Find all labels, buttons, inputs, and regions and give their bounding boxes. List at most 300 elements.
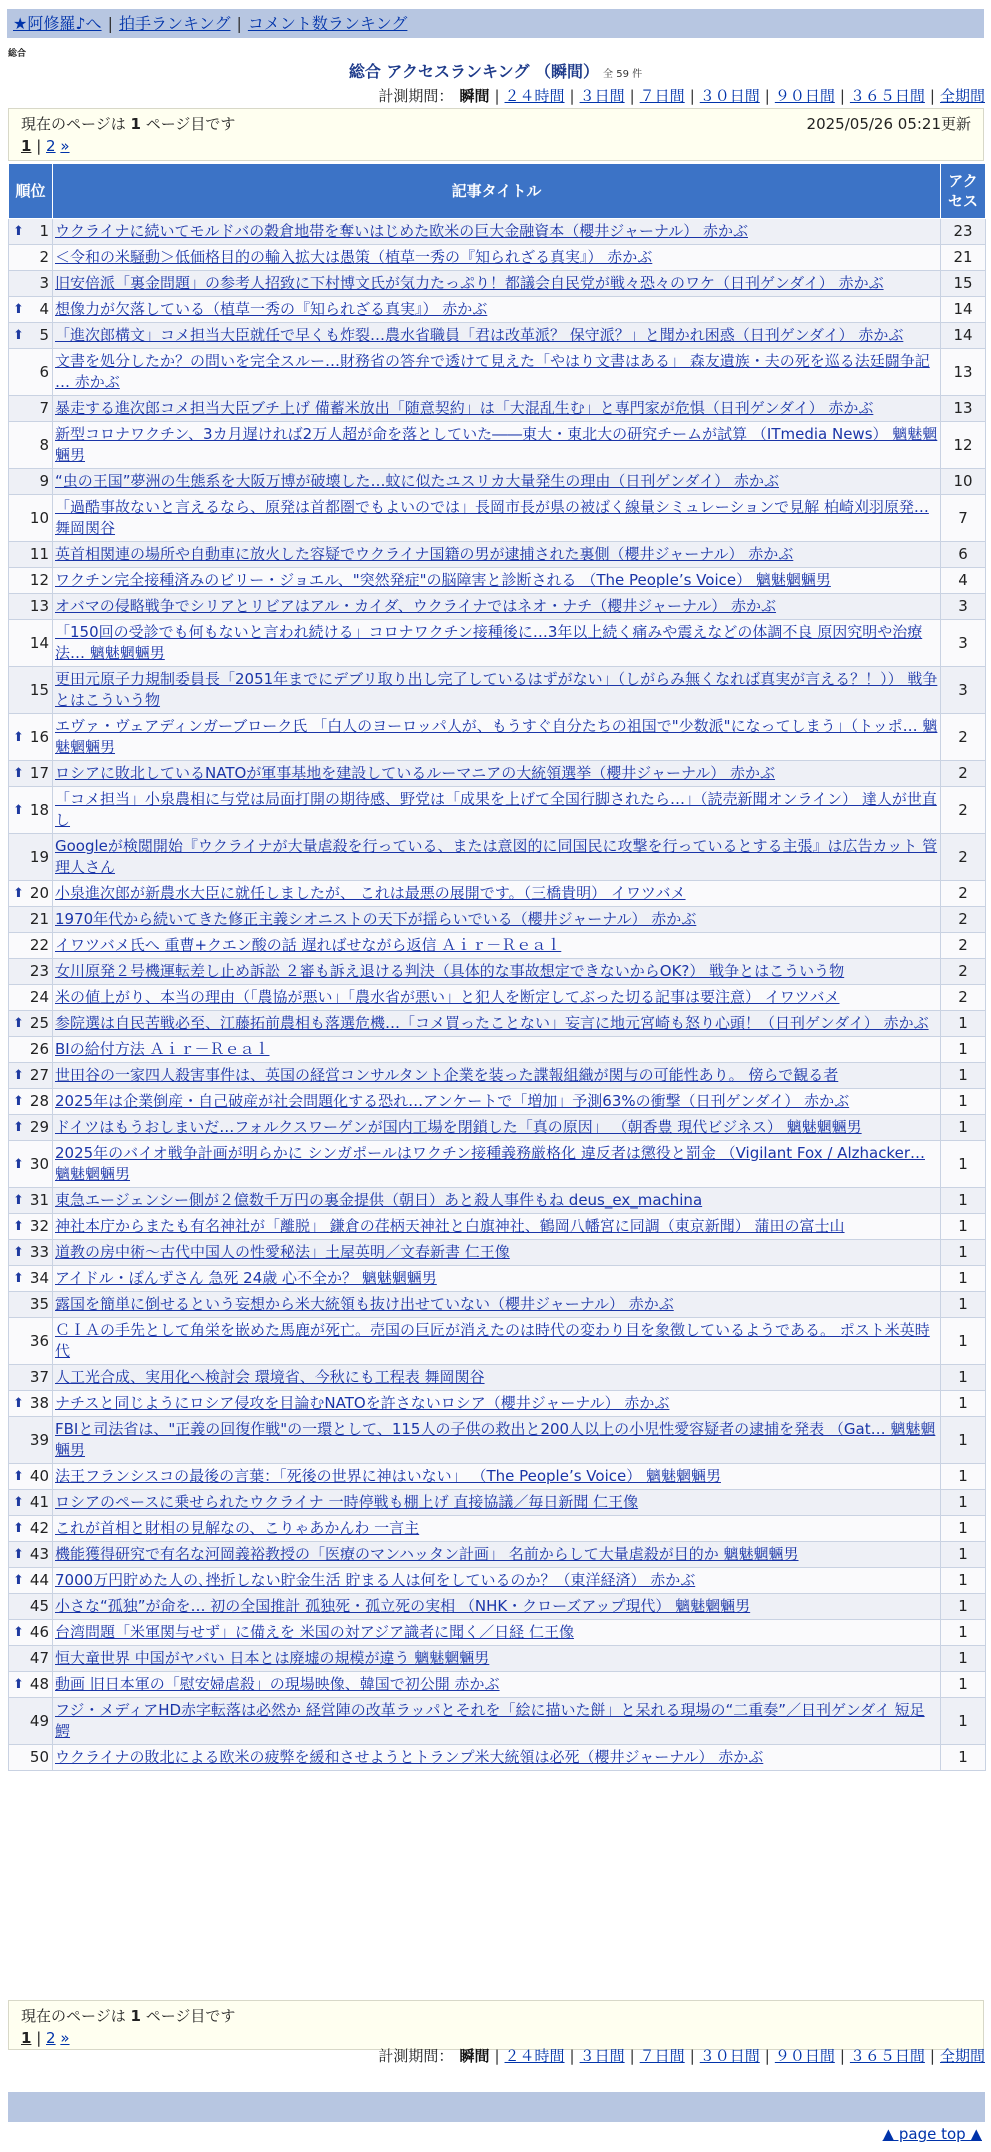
rank-cell [9, 1417, 53, 1464]
access-count: 3 [941, 667, 986, 714]
article-link[interactable]: 2025年は企業倒産・自己破産が社会問題化する恐れ…アンケートで「増加」予測63%の衝撃（日刊ゲンダイ） 赤かぶ [55, 1092, 850, 1110]
title-cell [53, 1745, 941, 1771]
title-cell [53, 1141, 941, 1188]
article-link[interactable]: 想像力が欠落している（植草一秀の『知られざる真実』） 赤かぶ [55, 300, 488, 318]
rank-number: 4 [39, 300, 49, 318]
access-count: 1 [941, 1745, 986, 1771]
article-link[interactable]: エヴァ・ヴェアディンガーブローク氏 「白人のヨーロッパ人が、もうすぐ自分たちの祖国で"少数派"になってしまう」（トッポ… 魑魅魍魎男 [55, 717, 938, 756]
rank-cell [9, 959, 53, 985]
rank-cell [9, 568, 53, 594]
article-link[interactable]: 更田元原子力規制委員長「2051年までにデブリ取り出し完了しているはずがない」（しがらみ無くなれば真実が言える？！）） 戦争とはこういう物 [55, 670, 938, 709]
access-count: 1 [941, 1646, 986, 1672]
article-link[interactable]: FBIと司法省は、"正義の回復作戦"の一環として、115人の子供の救出と200人以上の小児性愛容疑者の逮捕を発表 （Gat… 魑魅魍魎男 [55, 1420, 936, 1459]
rank-number: 39 [29, 1430, 49, 1449]
access-count: 3 [941, 594, 986, 620]
rank-cell [9, 1365, 53, 1391]
title-cell [53, 219, 941, 245]
rank-up-arrow-icon: ⬆ [13, 224, 24, 239]
title-cell [53, 396, 941, 422]
period-label: 計測期間： [378, 87, 454, 105]
article-link[interactable]: 小泉進次郎が新農水大臣に就任しましたが、 これは最悪の展開です。（三橋貴明） イワツバメ [55, 884, 686, 902]
rank-cell [9, 881, 53, 907]
access-count: 2 [941, 787, 986, 834]
title-cell [53, 245, 941, 271]
access-count: 1 [941, 1089, 986, 1115]
article-link[interactable]: 1970年代から続いてきた修正主義シオニストの天下が揺らいでいる（櫻井ジャーナル） 赤かぶ [55, 910, 697, 928]
period-link-30d[interactable]: ３０日間 [699, 2047, 760, 2065]
rank-cell [9, 1240, 53, 1266]
table-row [9, 1063, 986, 1089]
access-count: 3 [941, 620, 986, 667]
title-cell [53, 714, 941, 761]
rank-up-arrow-icon: ⬆ [13, 1521, 24, 1536]
rank-number: 9 [39, 472, 49, 490]
article-link[interactable]: BIの給付方法 Ａｉｒ－Ｒｅａｌ [55, 1040, 270, 1058]
table-row [9, 495, 986, 542]
table-row [9, 1115, 986, 1141]
rank-cell [9, 933, 53, 959]
article-link[interactable]: 露国を簡単に倒せるという妄想から米大統領も抜け出せていない（櫻井ジャーナル） 赤かぶ [55, 1295, 674, 1313]
access-count: 1 [941, 1141, 986, 1188]
nav-link-clap-ranking[interactable]: 拍手ランキング [118, 14, 231, 33]
rank-number: 7 [39, 399, 49, 417]
rank-cell [9, 271, 53, 297]
rank-number: 15 [29, 680, 49, 699]
access-count: 2 [941, 959, 986, 985]
article-link[interactable]: 旧安倍派「裏金問題」の参考人招致に下村博文氏が気力たっぷり！都議会自民党が戦々恐々のワケ（日刊ゲンダイ） 赤かぶ [55, 274, 884, 292]
title-cell [53, 1568, 941, 1594]
article-link[interactable]: ＣＩＡの手先として角栄を嵌めた馬鹿が死亡。売国の巨匠が消えたのは時代の変わり目を象徴しているようである。 ポスト米英時代 [55, 1321, 930, 1360]
table-row [9, 323, 986, 349]
pager-page-2[interactable]: 2 [46, 2029, 56, 2047]
pager-current-page: 1 [21, 137, 32, 155]
article-link[interactable]: “虫の王国”夢洲の生態系を大阪万博が破壊した…蚊に似たユスリカ大量発生の理由（日刊ゲンダイ） 赤かぶ [55, 472, 779, 490]
period-link-7d[interactable]: ７日間 [639, 2047, 685, 2065]
table-row [9, 422, 986, 469]
access-count: 1 [941, 1391, 986, 1417]
access-count: 15 [941, 271, 986, 297]
table-row [9, 1620, 986, 1646]
title-cell [53, 1516, 941, 1542]
rank-cell [9, 907, 53, 933]
article-link[interactable]: 「150回の受診でも何もないと言われ続ける」コロナワクチン接種後に…3年以上続く痛みや震えなどの体調不良 原因究明や治療法… 魑魅魍魎男 [55, 623, 923, 662]
article-link[interactable]: ドイツはもうおしまいだ…フォルクスワーゲンが国内工場を閉鎖した「真の原因」 （朝香豊 現代ビジネス） 魑魅魍魎男 [55, 1118, 862, 1136]
access-count: 12 [941, 422, 986, 469]
table-row [9, 297, 986, 323]
rank-cell [9, 542, 53, 568]
rank-cell [9, 1568, 53, 1594]
rank-number: 37 [29, 1368, 49, 1386]
pager-next[interactable]: » [60, 2029, 70, 2047]
access-count: 1 [941, 1063, 986, 1089]
table-row [9, 881, 986, 907]
article-link[interactable]: 英首相関連の場所や自動車に放火した容疑でウクライナ国籍の男が逮捕された裏側（櫻井ジャーナル） 赤かぶ [55, 545, 794, 563]
title-cell [53, 1115, 941, 1141]
rank-up-arrow-icon: ⬆ [13, 1271, 24, 1286]
rank-number: 26 [29, 1040, 49, 1058]
article-link[interactable]: 小さな“孤独”が命を… 初の全国推計 孤独死・孤立死の実相 （NHK・クローズアップ現代） 魑魅魍魎男 [55, 1597, 751, 1615]
page-top-link[interactable]: ▲ page top ▲ [882, 2125, 982, 2143]
access-count: 1 [941, 1620, 986, 1646]
period-link-3d[interactable]: ３日間 [579, 2047, 625, 2065]
rank-cell [9, 1490, 53, 1516]
table-row [9, 1542, 986, 1568]
nav-link-comment-ranking[interactable]: コメント数ランキング [247, 14, 408, 33]
rank-number: 24 [29, 988, 49, 1006]
title-cell [53, 1490, 941, 1516]
table-row [9, 349, 986, 396]
access-count: 13 [941, 396, 986, 422]
table-row [9, 271, 986, 297]
rank-cell [9, 985, 53, 1011]
title-cell [53, 881, 941, 907]
table-row [9, 219, 986, 245]
access-count: 13 [941, 349, 986, 396]
title-cell [53, 323, 941, 349]
rank-cell [9, 1141, 53, 1188]
table-row [9, 1672, 986, 1698]
rank-number: 18 [29, 800, 49, 819]
rank-number: 41 [29, 1493, 49, 1511]
article-link[interactable]: 文書を処分したか？の問いを完全スルー…財務省の答弁で透けて見えた「やはり文書はある」 森友遺族・夫の死を巡る法廷闘争記 … 赤かぶ [55, 352, 930, 391]
access-count: 1 [941, 1417, 986, 1464]
period-selector-top: 計測期間： 瞬間 | ２４時間 | ３日間 | ７日間 | ３０日間 | ９０日間 | ３６５日間 | 全期間 [378, 87, 985, 105]
title-cell [53, 542, 941, 568]
access-count: 2 [941, 714, 986, 761]
title-cell [53, 1646, 941, 1672]
rank-cell [9, 422, 53, 469]
access-count: 1 [941, 1490, 986, 1516]
table-row [9, 1391, 986, 1417]
title-cell [53, 1391, 941, 1417]
rank-number: 11 [29, 545, 49, 563]
title-cell [53, 349, 941, 396]
rank-number: 50 [29, 1748, 49, 1766]
period-link-7d[interactable]: ７日間 [639, 87, 685, 105]
rank-up-arrow-icon: ⬆ [13, 1068, 24, 1083]
period-label: 計測期間： [378, 2047, 454, 2065]
rank-cell [9, 1318, 53, 1365]
rank-cell [9, 1292, 53, 1318]
rank-cell [9, 245, 53, 271]
table-row [9, 1745, 986, 1771]
rank-cell [9, 1672, 53, 1698]
rank-number: 21 [29, 910, 49, 928]
access-count: 1 [941, 1672, 986, 1698]
table-row [9, 1011, 986, 1037]
table-row [9, 1292, 986, 1318]
article-link[interactable]: Googleが検閲開始『ウクライナが大量虐殺を行っている、または意図的に同国民に攻撃を行っているとする主張』は広告カット 管理人さん [55, 837, 938, 876]
rank-cell [9, 1037, 53, 1063]
rank-cell [9, 620, 53, 667]
table-row [9, 620, 986, 667]
rank-up-arrow-icon: ⬆ [13, 766, 24, 781]
rank-number: 49 [29, 1711, 49, 1730]
title-cell [53, 620, 941, 667]
rank-number: 5 [39, 326, 49, 344]
table-row [9, 959, 986, 985]
rank-up-arrow-icon: ⬆ [13, 1016, 24, 1031]
article-link[interactable]: 東急エージェンシー側が２億数千万円の裏金提供（朝日）あと殺人事件もね deus_ex_machina [55, 1191, 703, 1209]
article-link[interactable]: 人工光合成、実用化へ検討会 環境省、今秋にも工程表 舞岡関谷 [55, 1368, 485, 1386]
article-link[interactable]: 「進次郎構文」コメ担当大臣就任で早くも炸裂…農水省職員「君は改革派？ 保守派？」と聞かれ困惑（日刊ゲンダイ） 赤かぶ [55, 326, 904, 344]
rank-number: 45 [29, 1597, 49, 1615]
period-link-24h[interactable]: ２４時間 [504, 87, 565, 105]
page-info-bottom [8, 2000, 984, 2050]
access-count: 1 [941, 1115, 986, 1141]
title-cell [53, 667, 941, 714]
table-row [9, 933, 986, 959]
period-selector-bottom: 計測期間： 瞬間 | ２４時間 | ３日間 | ７日間 | ３０日間 | ９０日間 | ３６５日間 | 全期間 [378, 2047, 985, 2065]
header-title: 記事タイトル [53, 164, 941, 219]
article-link[interactable]: ウクライナの敗北による欧米の疲弊を緩和させようとトランプ米大統領は必死（櫻井ジャーナル） 赤かぶ [55, 1748, 764, 1766]
table-row [9, 1214, 986, 1240]
table-row [9, 1037, 986, 1063]
title-cell [53, 469, 941, 495]
title-cell [53, 1620, 941, 1646]
access-count: 1 [941, 1594, 986, 1620]
ranking-table [8, 163, 986, 1771]
access-count: 1 [941, 1266, 986, 1292]
rank-cell [9, 219, 53, 245]
page-info-text: 現在のページは 1 ページ目です [21, 115, 236, 133]
access-count: 1 [941, 1516, 986, 1542]
rank-number: 46 [29, 1623, 49, 1641]
table-row [9, 245, 986, 271]
table-row [9, 542, 986, 568]
rank-number: 35 [29, 1295, 49, 1313]
period-link-24h[interactable]: ２４時間 [504, 2047, 565, 2065]
article-link[interactable]: 台湾問題「米軍関与せず」に備えを 米国の対アジア識者に聞く／日経 仁王像 [55, 1623, 574, 1641]
rank-number: 43 [29, 1545, 49, 1563]
rank-number: 40 [29, 1467, 49, 1485]
article-link[interactable]: ワクチン完全接種済みのビリー・ジョエル、"突然発症"の脳障害と診断される （The People’s Voice） 魑魅魍魎男 [55, 571, 831, 589]
rank-number: 2 [39, 248, 49, 266]
article-link[interactable]: アイドル・ぽんずさん 急死 24歳 心不全か？ 魑魅魍魎男 [55, 1269, 437, 1287]
access-count: 1 [941, 1292, 986, 1318]
rank-number: 38 [29, 1394, 49, 1412]
article-link[interactable]: ウクライナに続いてモルドバの穀倉地帯を奪いはじめた欧米の巨大金融資本（櫻井ジャーナル） 赤かぶ [55, 222, 748, 240]
table-row [9, 1318, 986, 1365]
article-link[interactable]: 世田谷の一家四人殺害事件は、英国の経営コンサルタント企業を装った諜報組織が関与の可能性あり。 傍らで観る者 [55, 1066, 839, 1084]
page-info-top [8, 108, 984, 161]
rank-up-arrow-icon: ⬆ [13, 729, 24, 745]
rank-cell [9, 1464, 53, 1490]
title-cell [53, 271, 941, 297]
total-count: 全 59 件 [603, 69, 643, 80]
rank-number: 16 [29, 727, 49, 746]
table-row [9, 1646, 986, 1672]
rank-up-arrow-icon: ⬆ [13, 1625, 24, 1640]
header-count: アクセス [941, 164, 986, 219]
article-link[interactable]: 道教の房中術～古代中国人の性愛秘法」土屋英明／文春新書 仁王像 [55, 1243, 510, 1261]
table-row [9, 1464, 986, 1490]
title-cell [53, 297, 941, 323]
table-row [9, 396, 986, 422]
period-link-all[interactable]: 全期間 [939, 87, 985, 105]
article-link[interactable]: 法王フランシスコの最後の言葉：「死後の世界に神はいない」 （The People’s Voice） 魑魅魍魎男 [55, 1467, 721, 1485]
access-count: 2 [941, 907, 986, 933]
table-row [9, 1188, 986, 1214]
rank-number: 1 [39, 222, 49, 240]
pager-current-page: 1 [21, 2029, 32, 2047]
period-link-365d[interactable]: ３６５日間 [849, 87, 925, 105]
period-current: 瞬間 [459, 2047, 490, 2065]
article-link[interactable]: 「過酷事故ないと言えるなら、原発は首都圏でもよいのでは」長岡市長が県の被ばく線量シミュレーションで見解 柏崎刈羽原発… 舞岡関谷 [55, 498, 929, 537]
access-count: 2 [941, 761, 986, 787]
title-cell [53, 985, 941, 1011]
rank-cell [9, 349, 53, 396]
article-link[interactable]: 7000万円貯めた人の､挫折しない貯金生活 貯まる人は何をしているのか？（東洋経済） 赤かぶ [55, 1571, 696, 1589]
access-count: 7 [941, 495, 986, 542]
access-count: 1 [941, 1542, 986, 1568]
article-link[interactable]: オバマの侵略戦争でシリアとリビアはアル・カイダ、ウクライナではネオ・ナチ（櫻井ジャーナル） 赤かぶ [55, 597, 777, 615]
article-link[interactable]: ロシアに敗北しているNATOが軍事基地を建設しているルーマニアの大統領選挙（櫻井ジャーナル） 赤かぶ [55, 764, 776, 782]
rank-number: 48 [29, 1675, 49, 1693]
rank-number: 17 [29, 764, 49, 782]
rank-up-arrow-icon: ⬆ [13, 1156, 24, 1172]
title-cell [53, 1240, 941, 1266]
ranking-title: 総合 アクセスランキング （瞬間） [348, 62, 600, 81]
article-link[interactable]: 機能獲得研究で有名な河岡義裕教授の「医療のマンハッタン計画」 名前からして大量虐殺が目的か 魑魅魍魎男 [55, 1545, 799, 1563]
pager-top: 1 | 2 » [21, 137, 70, 155]
access-count: 1 [941, 1365, 986, 1391]
title-cell [53, 1417, 941, 1464]
article-link[interactable]: 暴走する進次郎コメ担当大臣ブチ上げ 備蓄米放出「随意契約」は「大混乱生む」と専門家が危惧（日刊ゲンダイ） 赤かぶ [55, 399, 874, 417]
title-cell [53, 1318, 941, 1365]
pager-bottom: 1 | 2 » [21, 2029, 70, 2047]
table-row [9, 1698, 986, 1745]
rank-up-arrow-icon: ⬆ [13, 1547, 24, 1562]
title-cell [53, 1698, 941, 1745]
title-cell [53, 1365, 941, 1391]
title-cell [53, 568, 941, 594]
rank-up-arrow-icon: ⬆ [13, 1120, 24, 1135]
article-link[interactable]: ロシアのペースに乗せられたウクライナ 一時停戦も棚上げ 直接協議／毎日新聞 仁王像 [55, 1493, 639, 1511]
title-cell [53, 594, 941, 620]
access-count: 14 [941, 297, 986, 323]
rank-number: 6 [39, 362, 49, 381]
rank-cell [9, 834, 53, 881]
table-row [9, 1141, 986, 1188]
title-cell [53, 907, 941, 933]
rank-number: 36 [29, 1331, 49, 1350]
title-cell [53, 1214, 941, 1240]
rank-up-arrow-icon: ⬆ [13, 1677, 24, 1692]
article-link[interactable]: ナチスと同じようにロシア侵攻を目論むNATOを許さないロシア（櫻井ジャーナル） 赤かぶ [55, 1394, 670, 1412]
rank-up-arrow-icon: ⬆ [13, 1219, 24, 1234]
article-link[interactable]: フジ・メディアHD赤字転落は必然か 経営陣の改革ラッパとそれを「絵に描いた餅」と呆れる現場の“二重奏”／日刊ゲンダイ 短足鰐 [55, 1701, 925, 1740]
title-cell [53, 1089, 941, 1115]
rank-cell [9, 714, 53, 761]
article-link[interactable]: これが首相と財相の見解なの、こりゃあかんわ 一言主 [55, 1519, 420, 1537]
rank-cell [9, 297, 53, 323]
table-row [9, 761, 986, 787]
article-link[interactable]: 新型コロナワクチン、3カ月遅ければ2万人超が命を落としていた――東大・東北大の研究チームが試算 （ITmedia News） 魑魅魍魎男 [55, 425, 938, 464]
rank-number: 13 [29, 597, 49, 615]
article-link[interactable]: ＜令和の米騒動＞低価格目的の輸入拡大は愚策（植草一秀の『知られざる真実』） 赤かぶ [55, 248, 653, 266]
rank-cell [9, 787, 53, 834]
rank-cell [9, 323, 53, 349]
rank-up-arrow-icon: ⬆ [13, 1495, 24, 1510]
table-row [9, 1568, 986, 1594]
rank-number: 23 [29, 962, 49, 980]
rank-cell [9, 469, 53, 495]
rank-number: 8 [39, 435, 49, 454]
rank-number: 29 [29, 1118, 49, 1136]
title-cell [53, 761, 941, 787]
table-row [9, 1594, 986, 1620]
title-cell [53, 422, 941, 469]
period-link-3d[interactable]: ３日間 [579, 87, 625, 105]
table-row [9, 1516, 986, 1542]
article-link[interactable]: 神社本庁からまたも有名神社が「離脱」 鎌倉の荏柄天神社と白旗神社、鶴岡八幡宮に同調（東京新聞） 蒲田の富士山 [55, 1217, 845, 1235]
table-row [9, 714, 986, 761]
title-cell [53, 1464, 941, 1490]
table-row [9, 907, 986, 933]
rank-number: 27 [29, 1066, 49, 1084]
title-cell [53, 1188, 941, 1214]
article-link[interactable]: 「コメ担当」小泉農相に与党は局面打開の期待感、野党は「成果を上げて全国行脚されたら…」（読売新聞オンライン） 達人が世直し [55, 790, 937, 829]
rank-number: 33 [29, 1243, 49, 1261]
table-row [9, 1490, 986, 1516]
access-count: 1 [941, 1698, 986, 1745]
title-cell [53, 1292, 941, 1318]
period-link-all[interactable]: 全期間 [939, 2047, 985, 2065]
period-link-365d[interactable]: ３６５日間 [849, 2047, 925, 2065]
rank-up-arrow-icon: ⬆ [13, 1396, 24, 1411]
access-count: 14 [941, 323, 986, 349]
rank-cell [9, 1115, 53, 1141]
rank-number: 25 [29, 1014, 49, 1032]
table-row [9, 787, 986, 834]
table-row [9, 1417, 986, 1464]
period-link-90d[interactable]: ９０日間 [774, 87, 835, 105]
nav-link-asyura[interactable]: ★阿修羅♪へ [13, 14, 102, 33]
rank-number: 22 [29, 936, 49, 954]
pager-next[interactable]: » [60, 137, 70, 155]
rank-number: 28 [29, 1092, 49, 1110]
ranking-table-body [9, 219, 986, 1771]
access-count: 2 [941, 834, 986, 881]
article-link[interactable]: 参院選は自民苦戦必至、江藤拓前農相も落選危機…「コメ買ったことない」妄言に地元宮崎も怒り心頭！（日刊ゲンダイ） 赤かぶ [55, 1014, 929, 1032]
period-link-90d[interactable]: ９０日間 [774, 2047, 835, 2065]
table-row [9, 1089, 986, 1115]
rank-up-arrow-icon: ⬆ [13, 1469, 24, 1484]
category-label: 総合 [8, 49, 27, 59]
nav-separator: | [107, 14, 113, 33]
rank-cell [9, 1620, 53, 1646]
article-link[interactable]: 2025年のバイオ戦争計画が明らかに シンガポールはワクチン接種義務厳格化 違反者は懲役と罰金 （Vigilant Fox / Alzhacker… 魑魅魍魎男 [55, 1144, 925, 1183]
rank-up-arrow-icon: ⬆ [13, 1245, 24, 1260]
article-link[interactable]: 米の値上がり、本当の理由（「農協が悪い」「農水省が悪い」と犯人を断定してぶった切る記事は要注意） イワツバメ [55, 988, 840, 1006]
title-cell [53, 959, 941, 985]
period-current: 瞬間 [459, 87, 490, 105]
title-cell [53, 1594, 941, 1620]
article-link[interactable]: 女川原発２号機運転差し止め訴訟 ２審も訴え退ける判決（具体的な事故想定できないからOK?） 戦争とはこういう物 [55, 962, 845, 980]
page-info-text: 現在のページは 1 ページ目です [21, 2007, 236, 2025]
header-rank: 順位 [9, 164, 53, 219]
rank-cell [9, 1594, 53, 1620]
article-link[interactable]: 動画 旧日本軍の「慰安婦虐殺」の現場映像、韓国で初公開 赤かぶ [55, 1675, 500, 1693]
access-count: 10 [941, 469, 986, 495]
pager-page-2[interactable]: 2 [46, 137, 56, 155]
article-link[interactable]: イワツバメ氏へ 重曹+クエン酸の話 遅ればせながら返信 Ａｉｒ－Ｒｅａｌ [55, 936, 562, 954]
article-link[interactable]: 恒大童世界 中国がヤバい 日本とは廃墟の規模が違う 魑魅魍魎男 [55, 1649, 490, 1667]
rank-number: 47 [29, 1649, 49, 1667]
updated-timestamp: 2025/05/26 05:21更新 [806, 115, 971, 133]
period-link-30d[interactable]: ３０日間 [699, 87, 760, 105]
